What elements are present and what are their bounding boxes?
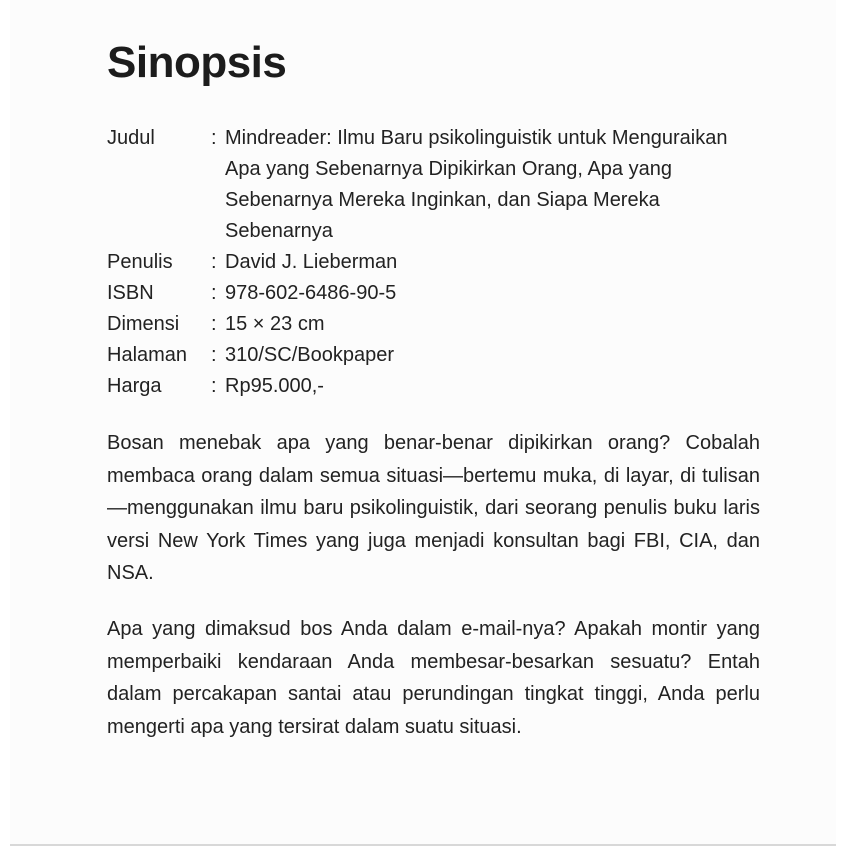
synopsis-paragraph: Bosan menebak apa yang benar-benar dipikirkan orang? Cobalah membaca orang dalam semua situasi—bertemu muka, di layar, di tulisan—menggunakan ilmu baru psikolinguistik, dari seorang penulis buku laris versi New York Times yang juga menjadi konsultan bagi FBI, CIA, dan NSA. — [107, 432, 760, 584]
detail-row-judul — [107, 123, 767, 247]
detail-label: ISBN — [107, 282, 154, 304]
detail-separator: : — [211, 313, 217, 335]
detail-row-isbn — [107, 278, 767, 309]
detail-label: Halaman — [107, 344, 188, 366]
detail-row-penulis — [107, 247, 767, 278]
detail-label: Dimensi — [107, 313, 180, 335]
synopsis-panel — [10, 0, 836, 846]
detail-row-harga — [107, 371, 767, 402]
detail-value: 310/SC/Bookpaper — [225, 344, 395, 366]
detail-separator: : — [211, 127, 217, 149]
detail-separator: : — [211, 251, 217, 273]
detail-value: 15 × 23 cm — [225, 313, 325, 335]
detail-separator: : — [211, 344, 217, 366]
page-title: Sinopsis — [107, 38, 287, 87]
detail-value: David J. Lieberman — [225, 251, 398, 273]
detail-value: Mindreader: Ilmu Baru psikolinguistik untuk Menguraikan Apa yang Sebenarnya Dipikirkan Orang, Apa yang Sebenarnya Mereka Inginkan, dan Siapa Mereka Sebenarnya — [225, 127, 728, 242]
detail-row-dimensi — [107, 309, 767, 340]
detail-label: Judul — [107, 127, 155, 149]
detail-value: Rp95.000,- — [225, 375, 324, 397]
detail-value: 978-602-6486-90-5 — [225, 282, 397, 304]
book-details — [107, 123, 767, 402]
detail-separator: : — [211, 282, 217, 304]
detail-separator: : — [211, 375, 217, 397]
detail-label: Harga — [107, 375, 162, 397]
detail-label: Penulis — [107, 251, 173, 273]
detail-row-halaman — [107, 340, 767, 371]
synopsis-paragraph: Apa yang dimaksud bos Anda dalam e-mail-nya? Apakah montir yang memperbaiki kendaraan Anda membesar-besarkan sesuatu? Entah dalam percakapan santai atau perundingan tingkat tinggi, Anda perlu mengerti apa yang tersirat dalam suatu situasi. — [107, 618, 760, 738]
